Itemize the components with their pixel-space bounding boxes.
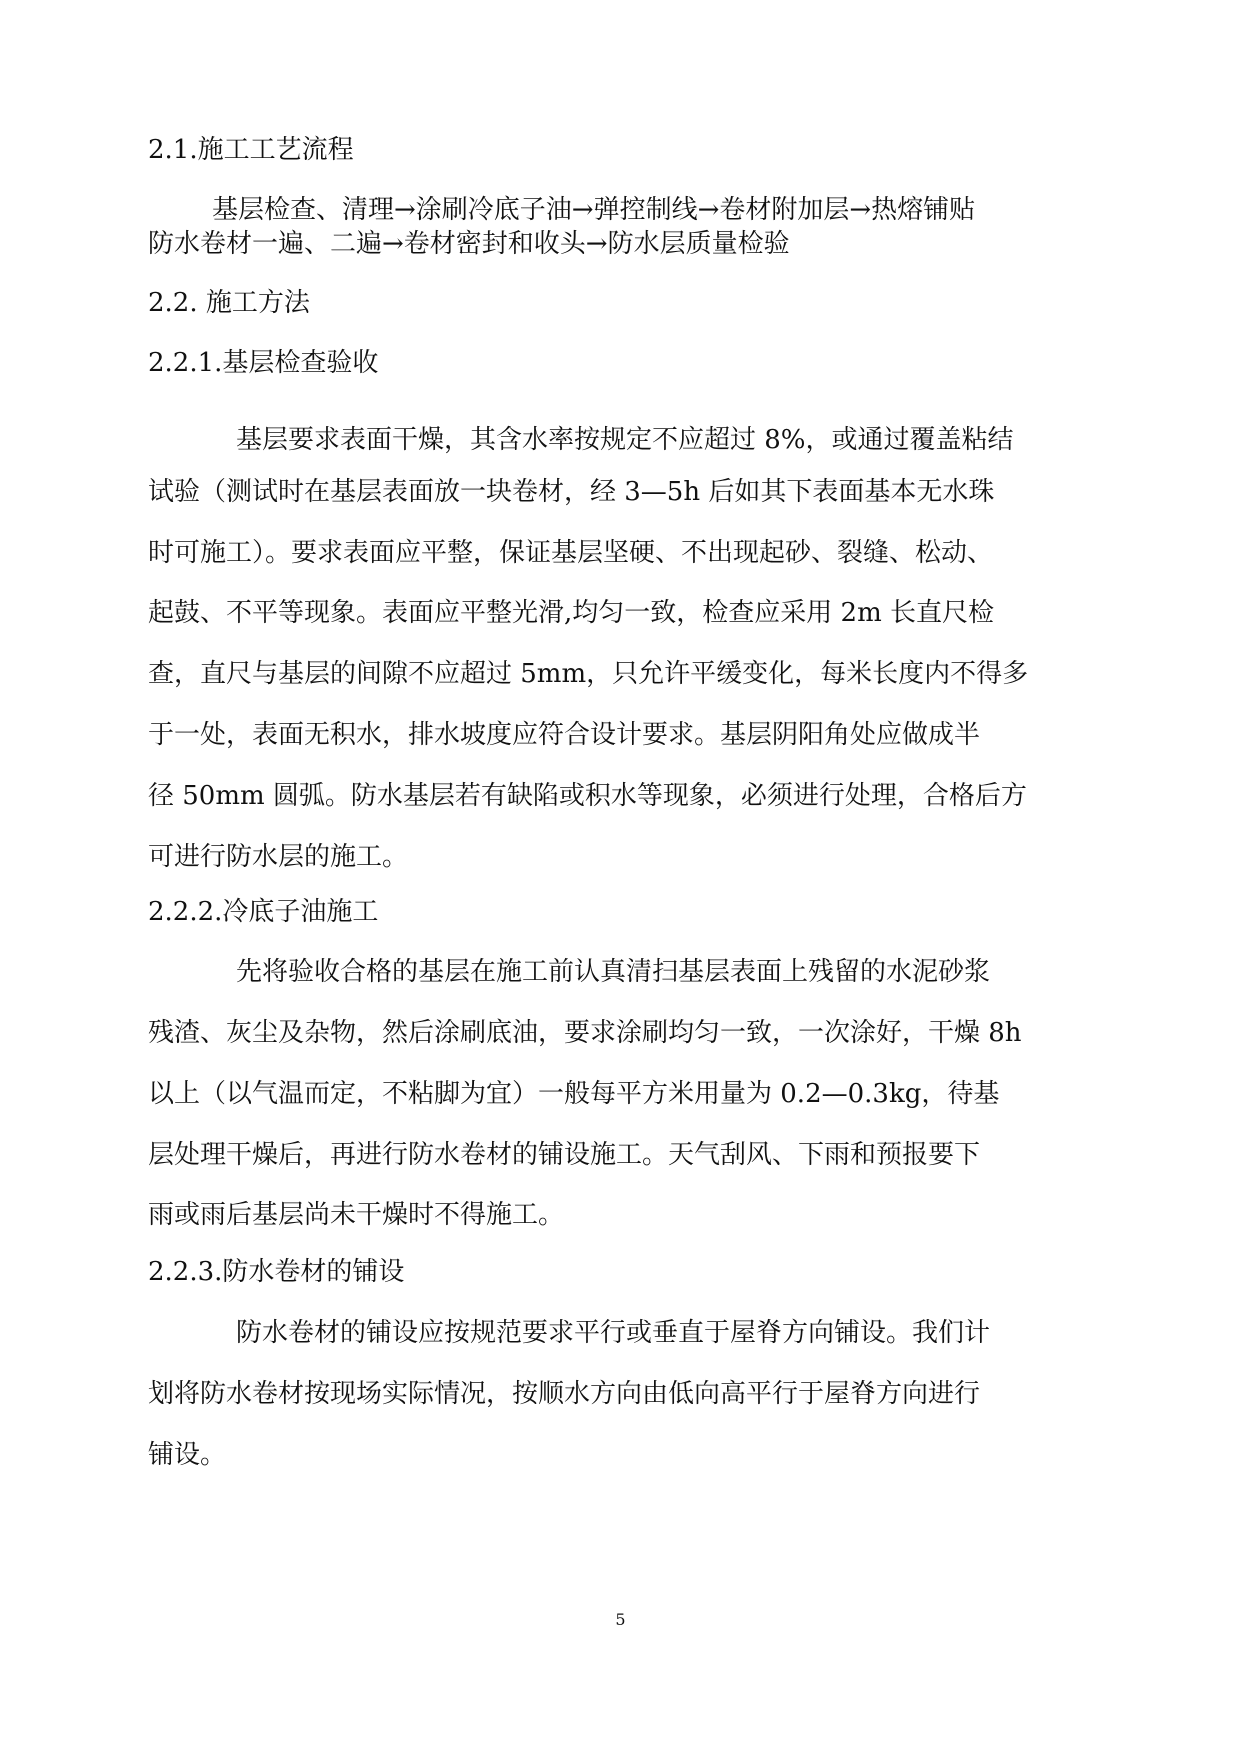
section-2-2-2-title: 2.2.2.冷底子油施工 <box>148 897 379 927</box>
section-2-2-3-title: 2.2.3.防水卷材的铺设 <box>148 1257 405 1287</box>
section-2-2-2-text-line: 雨或雨后基层尚未干燥时不得施工。 <box>148 1200 565 1230</box>
section-2-2-3-text-line: 铺设。 <box>148 1440 227 1470</box>
section-2-1-text-line: 防水卷材一遍、二遍→卷材密封和收头→防水层质量检验 <box>148 229 790 259</box>
section-2-2-2-text-line: 以上（以气温而定，不粘脚为宜）一般每平方米用量为 0.2—0.3kg，待基 <box>148 1079 1000 1109</box>
section-2-2-2-text-line: 残渣、灰尘及杂物，然后涂刷底油，要求涂刷均匀一致，一次涂好，干燥 8h <box>148 1018 1022 1048</box>
section-2-2-1-text-line: 起鼓、不平等现象。表面应平整光滑,均匀一致，检查应采用 2m 长直尺检 <box>148 598 994 628</box>
section-2-2-1-text-line: 径 50mm 圆弧。防水基层若有缺陷或积水等现象，必须进行处理，合格后方 <box>148 781 1027 811</box>
section-2-2-2-text-line: 先将验收合格的基层在施工前认真清扫基层表面上残留的水泥砂浆 <box>236 957 991 987</box>
section-2-2-3-text-line: 防水卷材的铺设应按规范要求平行或垂直于屋脊方向铺设。我们计 <box>236 1318 991 1348</box>
section-2-2-title: 2.2. 施工方法 <box>148 288 310 318</box>
section-2-2-1-title: 2.2.1.基层检查验收 <box>148 348 379 378</box>
section-2-2-2-text-line: 层处理干燥后，再进行防水卷材的铺设施工。天气刮风、下雨和预报要下 <box>148 1140 981 1170</box>
section-2-2-3-text-line: 划将防水卷材按现场实际情况，按顺水方向由低向高平行于屋脊方向进行 <box>148 1379 981 1409</box>
section-2-2-1-text-line: 查，直尺与基层的间隙不应超过 5mm，只允许平缓变化，每米长度内不得多 <box>148 659 1029 689</box>
page-number: 5 <box>615 1610 626 1629</box>
section-2-2-1-text-line: 基层要求表面干燥，其含水率按规定不应超过 8%，或通过覆盖粘结 <box>236 425 1014 455</box>
section-2-2-1-text-line: 时可施工）。要求表面应平整，保证基层坚硬、不出现起砂、裂缝、松动、 <box>148 538 994 568</box>
section-2-1-text-line: 基层检查、清理→涂刷冷底子油→弹控制线→卷材附加层→热熔铺贴 <box>212 195 976 225</box>
section-2-2-1-text-line: 可进行防水层的施工。 <box>148 842 409 872</box>
section-2-2-1-text-line: 试验（测试时在基层表面放一块卷材，经 3—5h 后如其下表面基本无水珠 <box>148 477 995 507</box>
section-2-2-1-text-line: 于一处，表面无积水，排水坡度应符合设计要求。基层阴阳角处应做成半 <box>148 720 981 750</box>
section-2-1-title: 2.1.施工工艺流程 <box>148 135 354 165</box>
